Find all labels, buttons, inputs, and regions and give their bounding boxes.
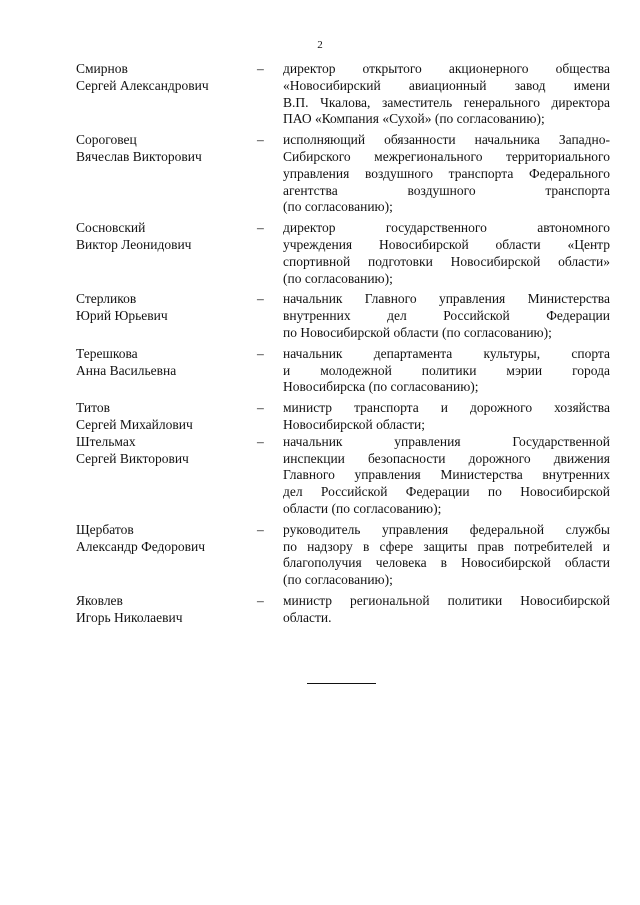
position-line: по надзору в сфере защиты прав потребителей и xyxy=(283,538,610,554)
member-surname: Смирнов xyxy=(76,61,128,76)
position-line: Новосибирска (по согласованию); xyxy=(283,379,479,395)
position-line: начальник департамента культуры, спорта xyxy=(283,345,610,361)
member-position xyxy=(283,346,610,396)
member-position xyxy=(283,400,610,434)
dash-separator: – xyxy=(257,433,264,449)
member-name xyxy=(76,291,256,325)
member-entry xyxy=(0,434,640,518)
member-entry xyxy=(0,400,640,434)
position-line: внутренних дел Российской Федерации xyxy=(283,308,610,324)
member-entry xyxy=(0,346,640,396)
member-name xyxy=(76,434,256,468)
dash-separator: – xyxy=(257,220,264,236)
member-name xyxy=(76,400,256,434)
position-line: благополучия человека в Новосибирской области xyxy=(283,555,610,571)
position-line: министр региональной политики Новосибирской xyxy=(283,592,610,608)
position-line: министр транспорта и дорожного хозяйства xyxy=(283,400,610,416)
member-name xyxy=(76,220,256,254)
position-line: (по согласованию); xyxy=(283,199,393,215)
position-line: (по согласованию); xyxy=(283,572,393,588)
position-line: Главного управления Министерства внутренних xyxy=(283,467,610,483)
position-line: управления воздушного транспорта Федерального xyxy=(283,165,610,181)
page-number: 2 xyxy=(317,39,323,51)
member-name xyxy=(76,61,256,95)
member-entry xyxy=(0,132,640,216)
member-surname: Терешкова xyxy=(76,345,138,361)
position-line: (по согласованию); xyxy=(283,270,393,286)
member-entry xyxy=(0,522,640,589)
member-given-name: Виктор Леонидович xyxy=(76,236,192,252)
position-line: В.П. Чкалова, заместитель генерального директора xyxy=(283,94,610,110)
position-line: области (по согласованию); xyxy=(283,500,442,516)
member-given-name: Игорь Николаевич xyxy=(76,609,183,625)
dash-separator: – xyxy=(257,592,264,608)
member-given-name: Сергей Михайлович xyxy=(76,416,193,432)
dash-separator: – xyxy=(257,291,264,307)
dash-separator: – xyxy=(257,345,264,361)
position-line: ПАО «Компания «Сухой» (по согласованию); xyxy=(283,111,545,127)
dash-separator: – xyxy=(257,521,264,537)
member-position xyxy=(283,220,610,287)
member-given-name: Сергей Викторович xyxy=(76,450,189,466)
dash-separator: – xyxy=(257,61,264,76)
member-surname: Штельмах xyxy=(76,433,136,449)
member-position xyxy=(283,434,610,518)
position-line: учреждения Новосибирской области «Центр xyxy=(283,236,610,252)
end-of-list-divider xyxy=(307,683,376,684)
member-given-name: Александр Федорович xyxy=(76,538,206,554)
member-entry xyxy=(0,220,640,287)
dash-separator: – xyxy=(257,132,264,148)
position-line: директор государственного автономного xyxy=(283,220,610,236)
dash-separator: – xyxy=(257,400,264,416)
position-line: директор открытого акционерного общества xyxy=(283,61,610,76)
member-entry xyxy=(0,61,640,128)
position-line: начальник управления Государственной xyxy=(283,433,610,449)
member-surname: Титов xyxy=(76,400,110,416)
position-line: агентства воздушного транспорта xyxy=(283,182,610,198)
member-position xyxy=(283,132,610,216)
position-line: спортивной подготовки Новосибирской области» xyxy=(283,253,610,269)
member-surname: Щербатов xyxy=(76,521,134,537)
position-line: «Новосибирский авиационный завод имени xyxy=(283,77,610,93)
position-line: инспекции безопасности дорожного движения xyxy=(283,450,610,466)
member-position xyxy=(283,291,610,341)
position-line: начальник Главного управления Министерства xyxy=(283,291,610,307)
position-line: Сибирского межрегионального территориального xyxy=(283,148,610,164)
member-given-name: Анна Васильевна xyxy=(76,362,177,378)
position-line: исполняющий обязанности начальника Западно- xyxy=(283,132,610,148)
member-name xyxy=(76,522,256,556)
position-line: и молодежной политики мэрии города xyxy=(283,362,610,378)
member-position xyxy=(283,593,610,627)
position-line: области. xyxy=(283,609,332,625)
member-surname: Стерликов xyxy=(76,291,137,307)
member-name xyxy=(76,593,256,627)
member-name xyxy=(76,346,256,380)
member-list xyxy=(0,61,640,631)
position-line: по Новосибирской области (по согласованию); xyxy=(283,324,552,340)
position-line: Новосибирской области; xyxy=(283,416,426,432)
member-given-name: Вячеслав Викторович xyxy=(76,148,202,164)
member-name xyxy=(76,132,256,166)
member-entry xyxy=(0,593,640,627)
member-surname: Сороговец xyxy=(76,132,137,148)
member-position xyxy=(283,522,610,589)
position-line: руководитель управления федеральной службы xyxy=(283,521,610,537)
member-position xyxy=(283,61,610,128)
member-entry xyxy=(0,291,640,341)
position-line: дел Российской Федерации по Новосибирской xyxy=(283,484,610,500)
member-surname: Яковлев xyxy=(76,592,123,608)
member-surname: Сосновский xyxy=(76,220,146,236)
member-given-name: Сергей Александрович xyxy=(76,77,209,93)
member-given-name: Юрий Юрьевич xyxy=(76,308,168,324)
